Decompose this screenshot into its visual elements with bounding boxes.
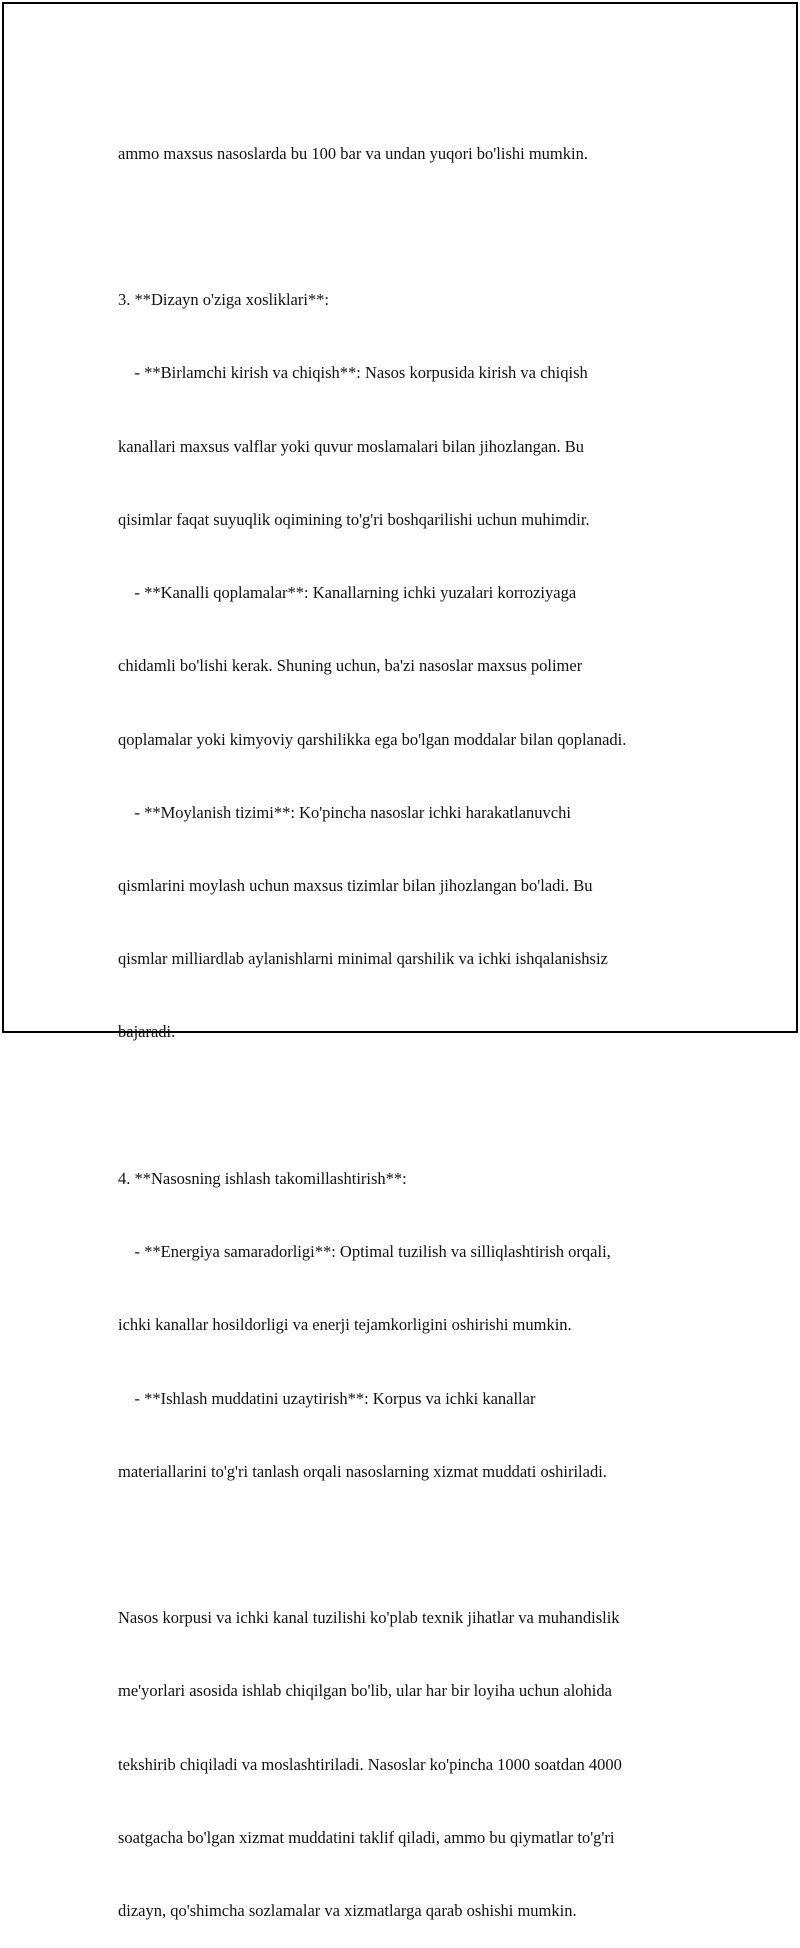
text-line: me'yorlari asosida ishlab chiqilgan bo'lib, ular har bir loyiha uchun alohida	[118, 1681, 612, 1701]
text-line: - **Birlamchi kirish va chiqish**: Nasos korpusida kirish va chiqish	[118, 363, 588, 383]
text-line: qismlar milliardlab aylanishlarni minimal qarshilik va ichki ishqalanishsiz	[118, 949, 608, 969]
section-heading: 4. **Nasosning ishlash takomillashtirish**:	[118, 1168, 407, 1188]
blank-line	[118, 1533, 738, 1557]
text-line: qoplamalar yoki kimyoviy qarshilikka ega bo'lgan moddalar bilan qoplanadi.	[118, 729, 627, 749]
text-line: dizayn, qo'shimcha sozlamalar va xizmatlarga qarab oshishi mumkin.	[118, 1901, 577, 1921]
text-line: kanallari maxsus valflar yoki quvur moslamalari bilan jihozlangan. Bu	[118, 436, 585, 456]
text-line: - **Moylanish tizimi**: Ko'pincha nasoslar ichki harakatlanuvchi	[118, 802, 571, 822]
text-line: chidamli bo'lishi kerak. Shuning uchun, ba'zi nasoslar maxsus polimer	[118, 656, 583, 676]
text-line: - **Energiya samaradorligi**: Optimal tuzilish va silliqlashtirish orqali,	[118, 1242, 611, 1262]
blank-line	[118, 1094, 738, 1118]
text-line: Nasos korpusi va ichki kanal tuzilishi ko'plab texnik jihatlar va muhandislik	[118, 1608, 620, 1628]
text-line: - **Kanalli qoplamalar**: Kanallarning ichki yuzalari korroziyaga	[118, 583, 577, 603]
text-line: qismlarini moylash uchun maxsus tizimlar bilan jihozlangan bo'ladi. Bu	[118, 876, 593, 895]
text-line: ammo maxsus nasoslarda bu 100 bar va undan yuqori bo'lishi mumkin.	[118, 143, 588, 163]
text-line: - **Ishlash muddatini uzaytirish**: Korpus va ichki kanallar	[118, 1388, 536, 1408]
text-line: tekshirib chiqiladi va moslashtiriladi. Nasoslar ko'pincha 1000 soatdan 4000	[118, 1754, 622, 1774]
text-line: soatgacha bo'lgan xizmat muddatini taklif qiladi, ammo bu qiymatlar to'g'ri	[118, 1827, 615, 1847]
text-line: ichki kanallar hosildorligi va enerji tejamkorligini oshirishi mumkin.	[118, 1315, 572, 1335]
blank-line	[118, 215, 738, 239]
text-line: bajaradi.	[118, 1022, 176, 1042]
section-heading: 3. **Dizayn o'ziga xosliklari**:	[118, 290, 330, 310]
text-line: qisimlar faqat suyuqlik oqimining to'g'ri boshqarilishi uchun muhimdir.	[118, 509, 590, 529]
text-line: materiallarini to'g'ri tanlash orqali nasoslarning xizmat muddati oshiriladi.	[118, 1461, 607, 1481]
document-body	[118, 93, 738, 1948]
